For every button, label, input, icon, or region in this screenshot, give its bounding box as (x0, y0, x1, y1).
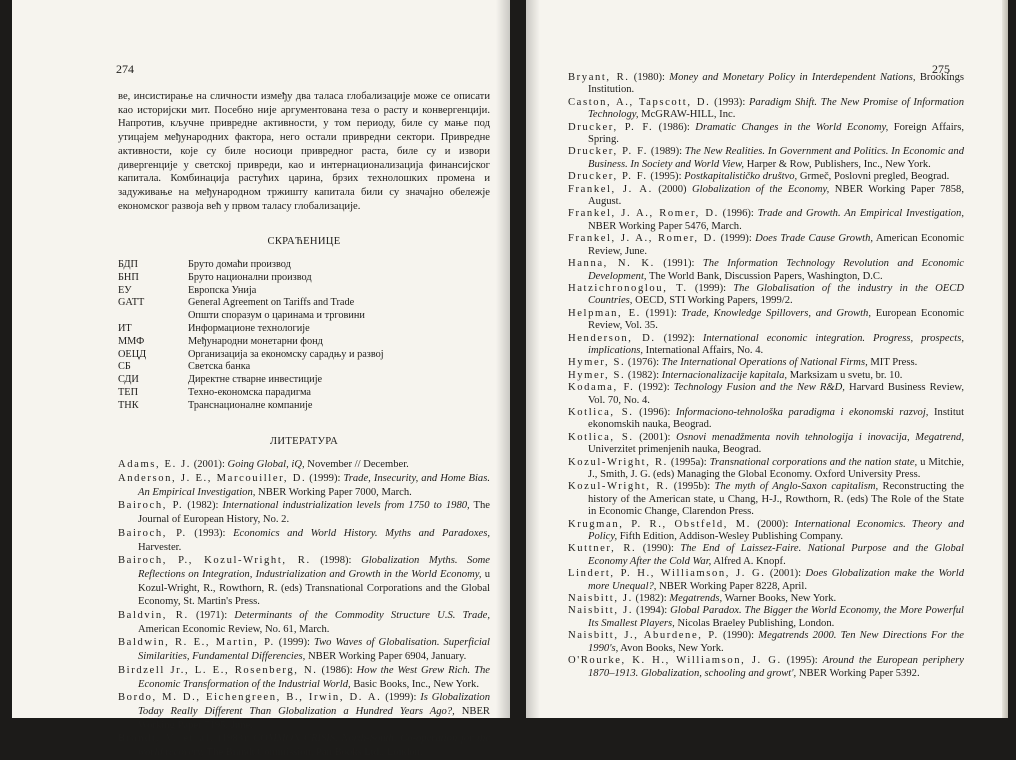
reference-year: (1971): (188, 610, 235, 622)
reference-year: (1982): (183, 500, 223, 512)
reference-list (118, 458, 490, 759)
reference-entry (118, 554, 490, 609)
abbreviation-term: СДИ (118, 374, 139, 386)
abbreviation-row (118, 349, 384, 362)
abbreviation-term: ОЕЦД (118, 348, 147, 360)
reference-title: Going Global, iQ, (227, 459, 305, 471)
abbreviation-row (118, 285, 384, 298)
reference-author: Drucker, P. F. (568, 121, 654, 133)
reference-publisher: Avon Books, New York. (618, 642, 724, 654)
left-page (12, 0, 510, 759)
reference-entry (568, 481, 964, 518)
abbreviation-row (118, 297, 384, 310)
reference-entry (568, 308, 964, 333)
reference-title: Internacionalizacije kapitala, (661, 369, 788, 381)
reference-title: Globalization Myths. Some Reflections on Integration, Industrialization and Growth in the World Economy, (138, 555, 491, 580)
page-number: 274 (116, 62, 134, 76)
abbreviation-row (118, 310, 384, 323)
reference-entry (568, 184, 964, 209)
right-page (526, 0, 1008, 718)
reference-publisher: OECD, STI Working Papers, 1999/2. (632, 295, 793, 307)
abbreviation-row (118, 361, 384, 374)
reference-entry (568, 72, 964, 97)
reference-year: (1999): (306, 473, 344, 484)
reference-publisher: NBER Working Paper 5392. (796, 667, 920, 679)
reference-entry (118, 499, 490, 526)
reference-year: (1986): (653, 121, 696, 133)
abbreviation-row (118, 323, 384, 336)
reference-author: Lindert, P. H., Williamson, J. G. (568, 568, 766, 580)
reference-entry (118, 732, 490, 759)
reference-publisher: Grmeč, Poslovni pregled, Beograd. (797, 171, 950, 183)
abbreviations-heading: СКРАЋЕНИЦЕ (267, 236, 341, 248)
reference-author: Adams, E. J. (118, 459, 192, 471)
reference-publisher: Foreign Affairs, Spring. (588, 121, 964, 146)
abbreviation-meaning: Европска Унија (188, 284, 257, 296)
reference-publisher: Institut ekonomskih nauka, Beograd. (588, 406, 965, 431)
abbreviation-meaning: General Agreement on Tariffs and Trade (188, 297, 355, 309)
reference-author: Anderson, J. E., Marcouiller, D. (118, 473, 307, 484)
abbreviation-term: БДП (118, 259, 138, 271)
reference-title: The New Realities. In Government and Politics. In Economic and Business. In Society and World View, (588, 146, 964, 170)
right-page-content (568, 72, 964, 680)
abbreviation-term: ТНК (118, 399, 139, 411)
reference-entry (118, 691, 490, 732)
abbreviation-row (118, 272, 384, 285)
reference-author: Kozul-Wright, R. (568, 456, 668, 468)
reference-title: Trade, Knowledge Spillovers, and Growth, (681, 307, 871, 319)
reference-year: (1991): (640, 307, 682, 319)
reference-entry (118, 609, 490, 636)
reference-author: Kodama, F. (568, 382, 635, 394)
reference-entry (118, 472, 490, 499)
reference-author: Kuttner, R. (568, 543, 637, 555)
abbreviation-row (118, 259, 384, 272)
reference-year: (1990): (718, 630, 759, 642)
reference-year: (1993): (186, 527, 234, 539)
reference-year: (1982): (625, 369, 662, 381)
reference-title: Two Waves of Globalisation. Superficial Similarities, Fundamental Differencies, (138, 637, 491, 663)
reference-year: (1993): (710, 96, 749, 108)
reference-year: (1990): (636, 543, 681, 555)
reference-year: (2000): (751, 518, 795, 530)
reference-title: COMMON CRISIS. North-South. Co-operation for the world recovery, (138, 733, 490, 759)
reference-title: Paradigm Shift. The New Promise of Information Technology, (588, 96, 964, 121)
reference-year: (1976): (625, 357, 662, 369)
reference-title: Trade, Insecurity, and Home Bias. An Empirical Investigation, (138, 473, 490, 498)
reference-author: Caston, A., Tapscott, D. (568, 96, 711, 108)
reference-author: Hymer, S. (568, 357, 626, 369)
reference-title: The Globalisation of the industry in the OECD Countries, (588, 282, 964, 307)
reference-entry (568, 432, 964, 457)
reference-year: (1980): (629, 72, 670, 83)
reference-publisher: NBER Working Paper 6904, January. (305, 651, 467, 663)
reference-year: (2001): (765, 568, 806, 580)
abbreviation-term: БНП (118, 271, 139, 283)
reference-entry (568, 457, 964, 482)
reference-title: How the West Grew Rich. The Economic Transformation of the Industrial World, (138, 664, 491, 690)
abbreviation-row (118, 336, 384, 349)
reference-publisher: American Economic Review, June. (588, 233, 964, 257)
reference-title: Global Paradox. The Bigger the World Economy, the More Powerful Its Smallest Players, (588, 605, 965, 629)
reference-author: Frankel, J. A., Romer, D. (568, 208, 719, 220)
abbreviation-row (118, 387, 384, 400)
reference-publisher: Fifth Edition, Addison-Wesley Publishing Company. (617, 531, 844, 543)
reference-year: (1996): (633, 406, 676, 418)
reference-author: Bairoch, P. (118, 527, 187, 539)
reference-title: Informaciono-tehnološka paradigma i ekonomski razvoj, (675, 406, 929, 418)
reference-entry (568, 630, 964, 655)
reference-title: International economic integration. Progress, prospects, implications, (588, 332, 964, 356)
reference-entry (568, 407, 964, 432)
reference-author: Naisbitt, J. (568, 593, 633, 605)
reference-publisher: The World Bank, Discussion Papers, Washington, D.C. (646, 270, 883, 282)
reference-publisher: u Kozul-Wright, R., Rowthorn, R. (eds) Transnational Corporations and the Global Economy, St. Martin's Press. (138, 568, 490, 608)
reference-entry (118, 636, 490, 663)
reference-publisher: International Affairs, No. 4. (643, 344, 764, 356)
reference-title: Transnational corporations and the nation state, (709, 456, 918, 468)
reference-entry (118, 527, 490, 554)
reference-publisher: NBER Working Paper 7195, June. (138, 705, 491, 731)
reference-year: (1999): (687, 282, 734, 294)
abbreviation-meaning: Директне стварне инвестиције (188, 374, 323, 386)
abbreviation-term: ИТ (118, 323, 132, 335)
abbreviation-meaning: Информационе технологије (188, 323, 310, 335)
reference-publisher: European Economic Review, Vol. 35. (588, 307, 964, 332)
reference-publisher: Reconstructing the history of the American state, u Chang, H-J., Rowthorn, R. (eds) The Role of the State in Economic Change, Clarendon Press. (588, 481, 964, 518)
reference-title: Is Globalization Today Really Different Than Globalization a Hundred Years Ago?, (138, 692, 491, 717)
reference-publisher: NBER Working Paper 5476, March. (588, 220, 742, 232)
reference-entry (568, 122, 964, 147)
gutter-shadow (496, 0, 510, 718)
abbreviations-table (118, 259, 384, 413)
reference-year: (1991): (654, 258, 703, 270)
body-paragraph: ве, инсистирање на сличности између два таласа глобализације може се описати као историјски мит. Посебно није аргументована теза о расту и конвергенцији. Напротив, кључне привредне активности, у том периоду, биле су мање под утицајем међународних фактора, него остали привредни сектори. Привредне активности, које су биле носиоци привредног раста, биле су и извори дивергенције у светској привреди, као и интернационализација финансијског капитала. Комбинација растућих царина, брзих технолошких промена и задуживање на међународном тржишту капитала били су значајно обележје економског развоја већ у првом таласу глобализације. (118, 91, 490, 212)
reference-title: Megatrends, (669, 593, 723, 605)
abbreviation-term: ММФ (118, 335, 145, 347)
reference-title: The Information Technology Revolution and Economic Development, (588, 258, 965, 282)
reference-author: Naisbitt, J., Aburdene, P. (568, 630, 719, 642)
reference-author: Birdzell Jr., L. E., Rosenberg, N. (118, 664, 318, 676)
reference-entry (568, 593, 964, 605)
reference-author: Bryant, R. (568, 72, 630, 83)
abbreviation-row (118, 400, 384, 413)
abbreviation-term: ЕУ (118, 284, 132, 296)
reference-year: (2001): (633, 431, 677, 443)
reference-author: Frankel, J. A. (568, 183, 653, 195)
abbreviation-meaning: Бруто национални производ (188, 271, 312, 283)
reference-entry (568, 357, 964, 369)
reference-author: Henderson, D. (568, 332, 656, 344)
reference-title: Megatrends 2000. Ten New Directions For the 1990's, (588, 630, 965, 654)
reference-publisher: The Brandt Commission, Pan Books Ltd., London. (204, 747, 423, 759)
reference-author: Drucker, P. F. (568, 171, 648, 183)
reference-title: Does Globalization make the World more Unequal?, (588, 568, 965, 592)
reference-year: (1982): (632, 593, 670, 605)
abbreviation-meaning: Техно-економска парадигма (188, 387, 311, 398)
literature-heading: ЛИТЕРАТУРА (269, 435, 339, 447)
abbreviation-term: GATT (118, 297, 145, 309)
abbreviation-meaning: Организација за економску сарадњу и развој (188, 348, 384, 360)
reference-title: Osnovi menadžmenta novih tehnologija i inovacija, Megatrend, (676, 431, 964, 443)
reference-entry (568, 97, 964, 122)
abbreviation-meaning: Светска банка (188, 361, 251, 373)
reference-author: Bairoch, P. (118, 500, 184, 512)
reference-publisher: NBER Working Paper 7000, March. (255, 486, 412, 498)
reference-entry (568, 146, 964, 171)
reference-entry (118, 458, 490, 472)
reference-entry (568, 258, 964, 283)
page-edge (1002, 0, 1008, 718)
reference-list (568, 72, 964, 680)
reference-entry (568, 605, 964, 630)
reference-publisher: Basic Books, Inc., New York. (350, 678, 479, 690)
reference-year: (1995a): (667, 456, 710, 468)
reference-title: The International Operations of National Firms, (661, 357, 868, 369)
reference-year: (1999): (717, 233, 756, 245)
reference-year: (2000) (652, 183, 692, 195)
reference-year: (1998): (310, 555, 362, 567)
reference-author: Baldwin, R. E., Martin, P. (118, 637, 275, 649)
reference-title: Trade and Growth. An Empirical Investigation, (757, 208, 964, 220)
reference-entry (568, 382, 964, 407)
reference-publisher: Harper & Row, Publishers, Inc., New York. (744, 158, 931, 170)
abbreviation-meaning: Бруто домаћи производ (188, 259, 291, 271)
reference-publisher: November // December. (304, 459, 409, 471)
reference-year: (1989): (648, 146, 685, 158)
page-number: 275 (932, 62, 950, 76)
reference-year: (1995): (647, 171, 685, 183)
reference-publisher: Harvester. (138, 541, 182, 553)
abbreviation-meaning: Општи споразум о царинама и трговини (188, 310, 365, 322)
reference-author: Baldvin, R. (118, 610, 189, 622)
reference-publisher: Univerzitet primenjenih nauka, Beograd. (588, 444, 762, 456)
reference-entry (568, 370, 964, 382)
reference-publisher: The Journal of European History, No. 2. (138, 500, 491, 526)
reference-publisher: American Economic Review, No. 61, March. (138, 623, 330, 635)
reference-year: (1992): (634, 382, 674, 394)
reference-author: Bordo, M. D., Eichengreen, B., Irwin, D. A. (118, 692, 382, 704)
reference-publisher: McGRAW-HILL, Inc. (638, 109, 736, 121)
reference-author: Kozul-Wright, R. (568, 481, 670, 493)
reference-entry (568, 333, 964, 358)
reference-year: (2001): (191, 459, 228, 471)
reference-author: Hanna, N. K. (568, 258, 655, 270)
reference-title: Dramatic Changes in the World Economy, (695, 121, 889, 133)
abbreviation-term: ТЕП (118, 387, 139, 398)
reference-author: Helpman, E. (568, 307, 641, 319)
abbreviation-term (118, 310, 188, 323)
reference-title: International industrialization levels from 1750 to 1980, (222, 500, 470, 512)
reference-title: Money and Monetary Policy in Interdependent Nations, (669, 72, 916, 83)
reference-title: Globalization of the Economy, (692, 183, 830, 195)
reference-title: Postkapitalističko društvo, (684, 171, 798, 183)
reference-year: (1994): (633, 605, 671, 617)
reference-author: Hymer, S. (568, 369, 626, 381)
reference-year: (1999): (381, 692, 421, 704)
left-page-content (118, 90, 490, 760)
reference-publisher: Brookings Institution. (588, 72, 965, 96)
abbreviation-meaning: Међународни монетарни фонд (188, 335, 323, 347)
reference-year: (1986): (317, 664, 357, 676)
reference-title: Determinants of the Commodity Structure U.S. Trade, (234, 610, 490, 622)
reference-author: Kotlica, S. (568, 431, 634, 443)
reference-author: Bairoch, P., Kozul-Wright, R. (118, 555, 311, 567)
reference-author: Krugman, P. R., Obstfeld, M. (568, 518, 752, 530)
reference-publisher: Nicolas Braeley Publishing, London. (674, 617, 835, 629)
abbreviation-meaning: Транснационалне компаније (188, 399, 313, 411)
reference-publisher: Marksizam u svetu, br. 10. (787, 369, 903, 381)
reference-year: (1999): (274, 637, 314, 649)
abbreviation-term: СБ (118, 361, 131, 373)
reference-publisher: NBER Working Paper 8228, April. (656, 580, 807, 592)
reference-entry (568, 171, 964, 183)
reference-publisher: Harvard Business Review, Vol. 70, No. 4. (588, 382, 964, 406)
reference-publisher: MIT Press. (867, 357, 918, 369)
reference-publisher: Warner Books, New York. (722, 593, 837, 605)
reference-title: Around the European periphery 1870–1913. Globalization, schooling and growt', (588, 655, 964, 679)
gutter-shadow (526, 0, 540, 718)
reference-publisher: u Mitchie, J., Smith, J. G. (eds) Managing the Global Economy. Oxford University Press. (588, 456, 964, 480)
reference-author: Drucker, P. F. (568, 146, 649, 158)
reference-title: The myth of Anglo-Saxon capitalism, (714, 481, 879, 493)
reference-entry (568, 543, 964, 568)
reference-publisher: NBER Working Paper 7858, August. (588, 183, 964, 208)
reference-title: Does Trade Cause Growth, (755, 233, 874, 245)
reference-title: Technology Fusion and the New R&D, (673, 382, 845, 394)
reference-year: (1996): (718, 208, 758, 220)
reference-entry (568, 208, 964, 233)
abbreviation-row (118, 374, 384, 387)
reference-author: Hatzichronoglou, T. (568, 282, 688, 294)
reference-author: Naisbitt, J. (568, 605, 634, 617)
reference-entry (568, 655, 964, 680)
reference-title: The End of Laissez-Faire. National Purpose and the Global Economy After the Cold War, (588, 543, 964, 567)
reference-entry (568, 519, 964, 544)
reference-entry (568, 568, 964, 593)
reference-entry (568, 283, 964, 308)
reference-publisher: Alfred A. Knopf. (711, 555, 786, 567)
reference-entry (568, 233, 964, 258)
reference-year: (1995b): (669, 481, 715, 493)
reference-author: O'Rourke, K. H., Williamson, J. G. (568, 655, 782, 667)
reference-author: Brandt, V. et al. (118, 733, 215, 745)
reference-title: International Economics. Theory and Policy, (588, 518, 964, 543)
reference-entry (118, 664, 490, 691)
reference-title: Economics and World History. Myths and Paradoxes, (233, 527, 491, 539)
reference-year: (1983): (214, 733, 254, 745)
reference-author: Kotlica, S. (568, 406, 634, 418)
reference-year: (1995): (781, 655, 823, 667)
reference-author: Frankel, J. A., Romer, D. (568, 233, 718, 245)
reference-year: (1992): (655, 332, 703, 344)
